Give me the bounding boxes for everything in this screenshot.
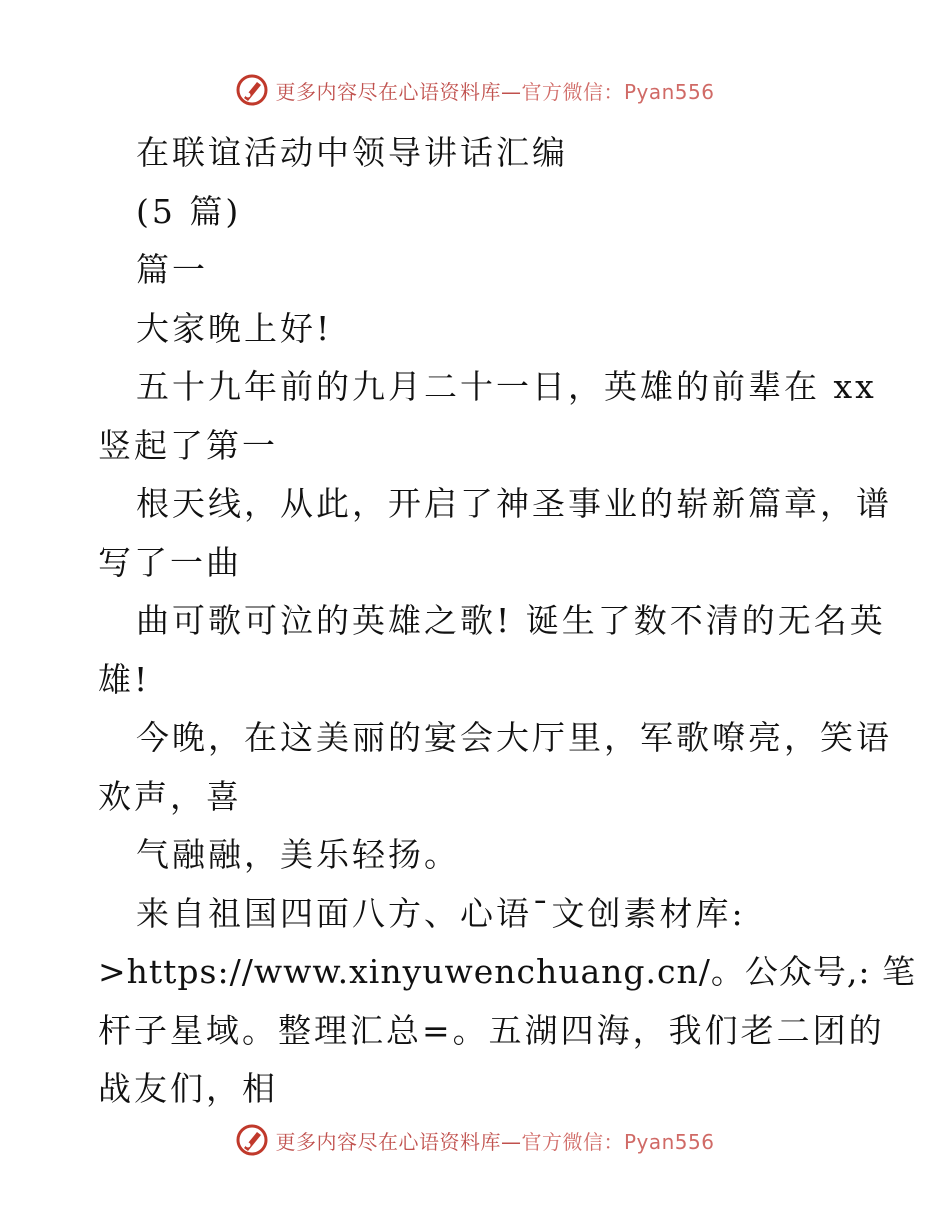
paragraph-line: 欢声，喜 <box>98 776 242 816</box>
paragraph-line-url: >https://www.xinyuwenchuang.cn/。公众号,: 笔 <box>98 952 916 991</box>
document-body <box>98 124 916 1119</box>
paragraph-line: 大家晚上好! <box>136 308 333 348</box>
paragraph-line: 曲可歌可泣的英雄之歌! 诞生了数不清的无名英 <box>136 601 886 640</box>
header-banner <box>0 70 950 110</box>
paragraph-line: 杆子星域。整理汇总=。五湖四海，我们老二团的 <box>98 1010 885 1050</box>
pen-circle-icon <box>235 73 269 107</box>
pen-circle-icon <box>235 1123 269 1157</box>
banner-main-text: 更多内容尽在心语资料库— <box>275 79 522 104</box>
footer-banner <box>0 1120 950 1160</box>
paragraph-line: 竖起了第一 <box>98 425 278 465</box>
paragraph-line: 五十九年前的九月二十一日，英雄的前辈在 xx <box>136 367 877 406</box>
section-heading: 篇一 <box>136 250 208 289</box>
paragraph-line: 战友们，相 <box>98 1069 278 1108</box>
banner-main-text: 更多内容尽在心语资料库— <box>275 1129 522 1154</box>
banner-wechat-text: 官方微信：Pyan556 <box>521 1129 715 1154</box>
banner-wechat-text: 官方微信：Pyan556 <box>521 79 715 104</box>
paragraph-line: 根天线，从此，开启了神圣事业的崭新篇章，谱 <box>136 484 892 523</box>
paragraph-line: 来自祖国四面八方、心语¯文创素材库: <box>136 893 746 933</box>
doc-title: 在联谊活动中领导讲话汇编 <box>136 133 568 172</box>
paragraph-line: 雄! <box>98 659 151 699</box>
paragraph-line: 今晚，在这美丽的宴会大厅里，军歌嘹亮，笑语 <box>136 718 892 757</box>
paragraph-line: 写了一曲 <box>98 542 242 582</box>
paragraph-line: 气融融，美乐轻扬。 <box>136 835 460 874</box>
doc-subtitle: (5 篇) <box>136 191 242 231</box>
